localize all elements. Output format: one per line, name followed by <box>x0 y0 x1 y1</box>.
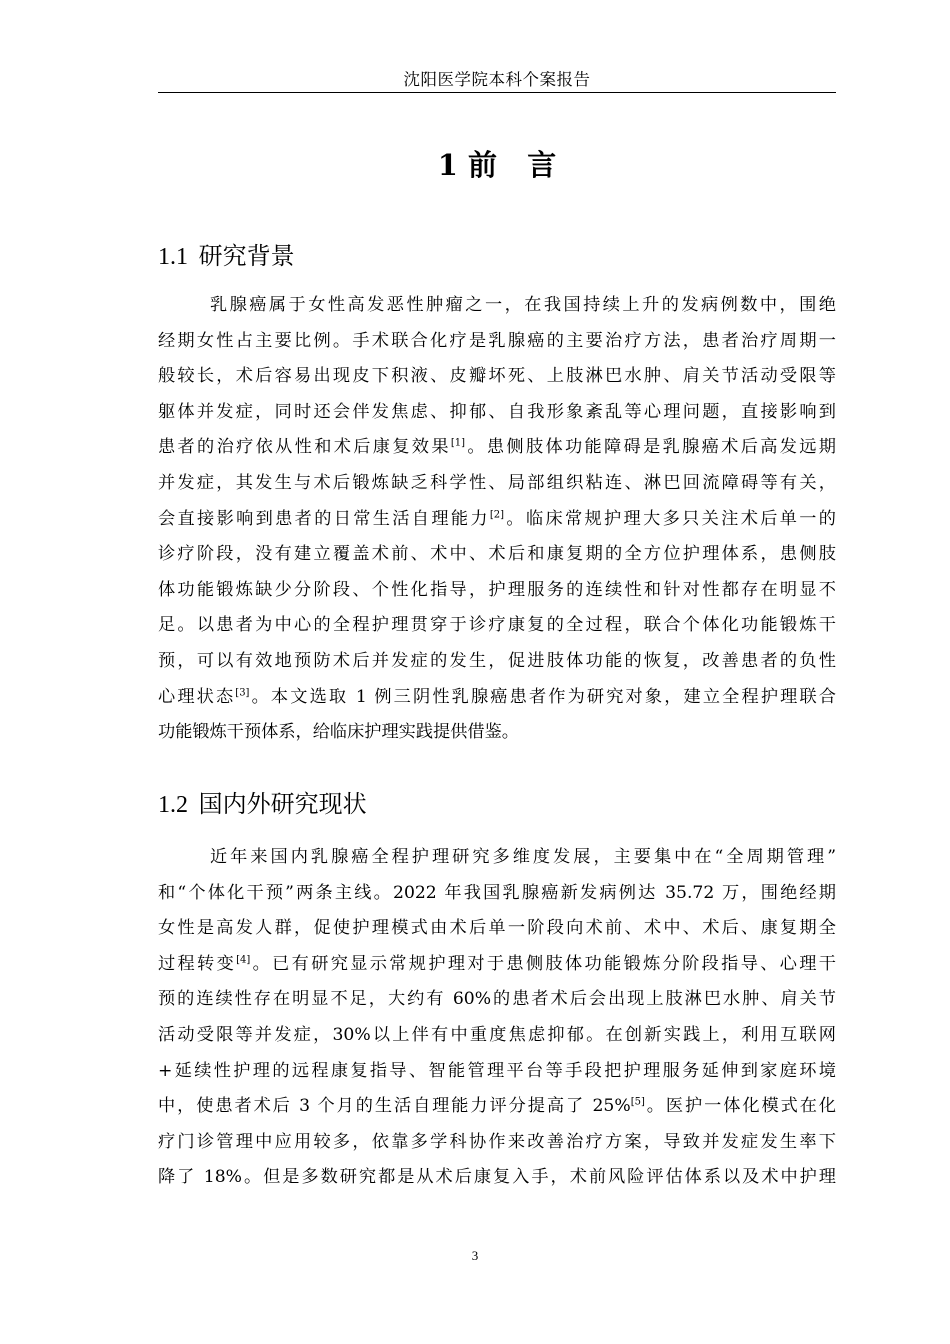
paragraph-line: 心理状态[3]。本文选取 1 例三阴性乳腺癌患者作为研究对象，建立全程护理联合 <box>158 686 836 707</box>
paragraph-research-status <box>158 840 836 1196</box>
section-title: 研究背景 <box>198 242 295 270</box>
paragraph-line: 患者的治疗依从性和术后康复效果[1]。患侧肢体功能障碍是乳腺癌术后高发远期 <box>158 437 836 458</box>
paragraph-line: +延续性护理的远程康复指导、智能管理平台等手段把护理服务延伸到家庭环境 <box>158 1060 836 1081</box>
paragraph-line: 并发症，其发生与术后锻炼缺乏科学性、局部组织粘连、淋巴回流障碍等有关， <box>158 472 836 493</box>
paragraph-line: 般较长，术后容易出现皮下积液、皮瓣坏死、上肢淋巴水肿、肩关节活动受限等 <box>158 366 836 387</box>
paragraph-line: 疗门诊管理中应用较多，依靠多学科协作来改善治疗方案，导致并发症发生率下 <box>158 1131 836 1152</box>
paragraph-line: 降了 18%。但是多数研究都是从术后康复入手，术前风险评估体系以及术中护理 <box>158 1167 836 1188</box>
paragraph-line: 女性是高发人群，促使护理模式由术后单一阶段向术前、术中、术后、康复期全 <box>158 918 836 939</box>
citation-marker: [2] <box>489 508 505 520</box>
paragraph-line: 预，可以有效地预防术后并发症的发生，促进肢体功能的恢复，改善患者的负性 <box>158 650 836 671</box>
paragraph-line: 躯体并发症，同时还会伴发焦虑、抑郁、自我形象紊乱等心理问题，直接影响到 <box>158 401 836 422</box>
citation-marker: [3] <box>235 686 250 698</box>
paragraph-line: 近年来国内乳腺癌全程护理研究多维度发展，主要集中在“全周期管理” <box>210 847 836 867</box>
chapter-title: 1 前 言 <box>437 148 557 182</box>
paragraph-line: 乳腺癌属于女性高发恶性肿瘤之一，在我国持续上升的发病例数中，围绝 <box>210 295 836 315</box>
paragraph-line: 功能锻炼干预体系，给临床护理实践提供借鉴。 <box>158 722 519 743</box>
section-number: 1.2 <box>158 792 188 818</box>
paragraph-line: 经期女性占主要比例。手术联合化疗是乳腺癌的主要治疗方法，患者治疗周期一 <box>158 330 836 351</box>
section-heading-1-2 <box>158 786 367 823</box>
section-title: 国内外研究现状 <box>198 790 367 818</box>
page-number: 3 <box>471 1248 479 1263</box>
section-heading-1-1 <box>158 238 295 275</box>
paragraph-line: 过程转变[4]。已有研究显示常规护理对于患侧肢体功能锻炼分阶段指导、心理干 <box>158 953 836 974</box>
paragraph-line: 和“个体化干预”两条主线。2022 年我国乳腺癌新发病例达 35.72 万，围绝经期 <box>158 882 836 903</box>
paragraph-line: 足。以患者为中心的全程护理贯穿于诊疗康复的全过程，联合个体化功能锻炼干 <box>158 615 836 636</box>
paragraph-line: 诊疗阶段，没有建立覆盖术前、术中、术后和康复期的全方位护理体系，患侧肢 <box>158 544 836 565</box>
paragraph-line: 会直接影响到患者的日常生活自理能力[2]。临床常规护理大多只关注术后单一的 <box>158 508 836 529</box>
header-rule <box>158 92 836 93</box>
citation-marker: [1] <box>450 437 466 449</box>
paragraph-line: 体功能锻炼缺少分阶段、个性化指导，护理服务的连续性和针对性都存在明显不 <box>158 579 836 600</box>
paragraph-line: 预的连续性存在明显不足，大约有 60%的患者术后会出现上肢淋巴水肿、肩关节 <box>158 989 836 1010</box>
citation-marker: [5] <box>630 1096 645 1108</box>
paragraph-line: 活动受限等并发症，30%以上伴有中重度焦虑抑郁。在创新实践上，利用互联网 <box>158 1024 836 1045</box>
paragraph-line: 中，使患者术后 3 个月的生活自理能力评分提高了 25%[5]。医护一体化模式在化 <box>158 1096 836 1117</box>
section-number: 1.1 <box>158 244 188 270</box>
running-header: 沈阳医学院本科个案报告 <box>403 70 591 89</box>
citation-marker: [4] <box>236 954 251 966</box>
paragraph-research-background <box>158 288 836 751</box>
